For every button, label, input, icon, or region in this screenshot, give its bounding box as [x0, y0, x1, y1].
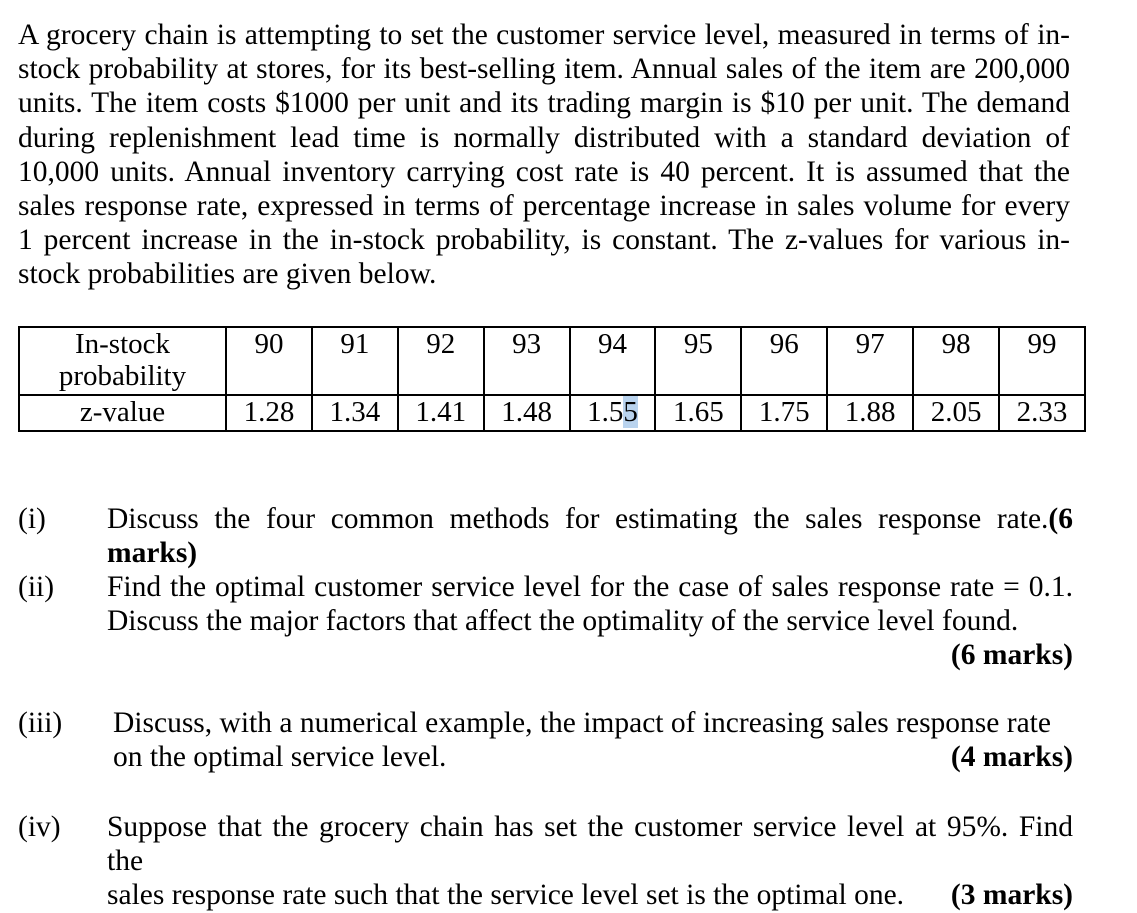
- probability-cell: 90: [226, 327, 312, 395]
- question-line-with-marks: [113, 740, 1073, 774]
- question-line: Discuss, with a numerical example, the impact of increasing sales response rate: [113, 707, 1051, 739]
- question-number: (ii): [18, 571, 55, 603]
- z-value-cell: 1.41: [398, 395, 484, 431]
- z-value-row-header: z-value: [19, 395, 226, 431]
- question-line: Suppose that the grocery chain has set the customer service level at 95%. Find the: [107, 811, 1073, 878]
- question-line: sales response rate such that the service level set is the optimal one.: [107, 879, 905, 912]
- z-value-cell: 1.48: [484, 395, 570, 431]
- probability-row: [19, 327, 1085, 395]
- probability-cell: 97: [827, 327, 913, 395]
- probability-cell: 92: [398, 327, 484, 395]
- probability-cell: 93: [484, 327, 570, 395]
- selected-z-value-text[interactable]: [587, 396, 638, 428]
- marks-label: (4 marks): [950, 741, 1073, 774]
- probability-cell: 95: [655, 327, 741, 395]
- question-number: (i): [18, 503, 46, 535]
- question-line: on the optimal service level.: [113, 741, 447, 774]
- question-iii: [18, 706, 1073, 774]
- question-number: (iv): [18, 811, 61, 843]
- marks-label: (6 marks): [950, 639, 1073, 672]
- z-value-row: [19, 395, 1085, 431]
- probability-cell: 98: [913, 327, 999, 395]
- question-text: [107, 502, 1073, 570]
- probability-row-header: In-stock probability: [19, 327, 226, 395]
- text-selection-highlight[interactable]: 5: [623, 396, 638, 428]
- marks-label: (3 marks): [950, 879, 1073, 912]
- question-text: [107, 810, 1073, 913]
- z-value-table: [18, 326, 1086, 432]
- question-prompt: Discuss the four common methods for estimating the sales response rate.: [107, 503, 1049, 535]
- problem-statement: A grocery chain is attempting to set the customer service level, measured in terms of in-stock probability at stores, for its best-selling item. Annual sales of the item are 200,000 units. The item costs $1000 per unit and its trading margin is $10 per unit. The demand during replenishment lead time is normally distributed with a standard deviation of 10,000 units. Annual inventory carrying cost rate is 40 percent. It is assumed that the sales response rate, expressed in terms of percentage increase in sales volume for every 1 percent increase in the in-stock probability, is constant. The z-values for various in-stock probabilities are given below.: [18, 19, 1070, 291]
- question-number: (iii): [18, 707, 63, 739]
- z-value-cell: 1.65: [655, 395, 741, 431]
- z-value-text-unselected: 1.5: [587, 396, 624, 428]
- probability-cell: 94: [570, 327, 656, 395]
- probability-cell: 91: [312, 327, 398, 395]
- question-line-with-marks: [107, 878, 1073, 912]
- z-value-cell: 2.05: [913, 395, 999, 431]
- probability-cell: 96: [741, 327, 827, 395]
- question-ii: [18, 570, 1073, 673]
- question-i: [18, 502, 1073, 570]
- z-value-cell: 1.75: [741, 395, 827, 431]
- question-text: [113, 706, 1073, 774]
- question-text: Find the optimal customer service level for the case of sales response rate = 0.1. Discuss the major factors that affect the optimality of the service level found.: [107, 571, 1073, 638]
- z-value-cell: 1.88: [827, 395, 913, 431]
- z-value-cell-selected[interactable]: [570, 395, 656, 431]
- question-iv: [18, 810, 1073, 913]
- marks-label: (6 marks): [107, 503, 1073, 570]
- z-value-cell: 1.34: [312, 395, 398, 431]
- probability-cell: 99: [999, 327, 1085, 395]
- z-value-cell: 1.28: [226, 395, 312, 431]
- z-value-cell: 2.33: [999, 395, 1085, 431]
